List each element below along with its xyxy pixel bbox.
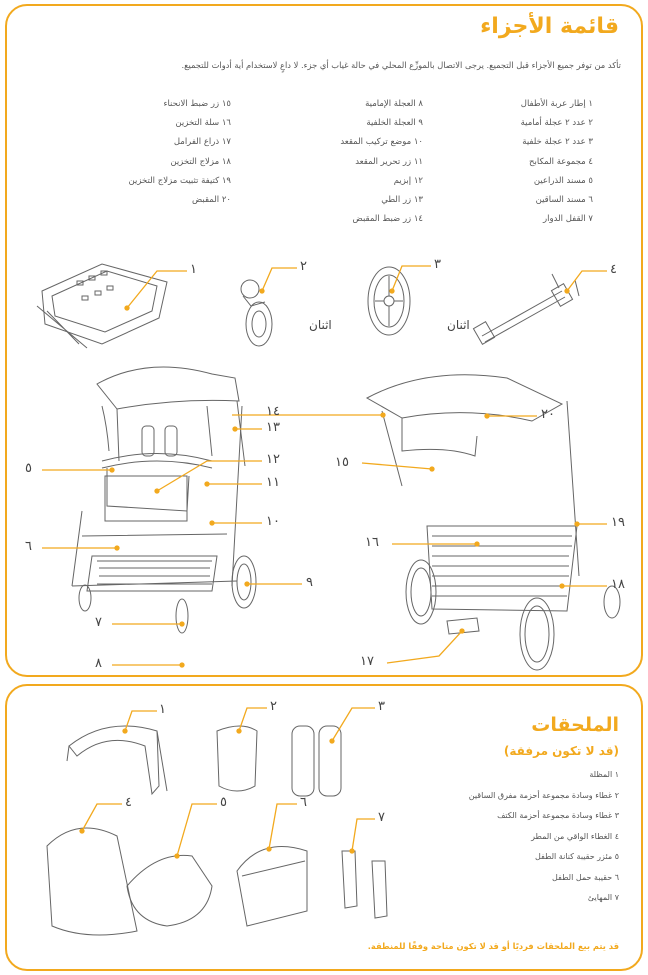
acc-callout-2: ٢ [270, 699, 277, 714]
accessories-subtitle: (قد لا تكون مرفقة) [503, 744, 619, 758]
callout-15: ١٥ [335, 455, 349, 470]
acc-callout-4: ٤ [125, 795, 132, 810]
shoulder-pad-drawing [292, 726, 314, 796]
callout-16: ١٦ [365, 535, 379, 550]
part-item: ١٠ موضع تركيب المقعد [340, 137, 423, 148]
accessory-item: ٧ المهايئ [587, 893, 619, 902]
part-item: ١٦ سلة التخزين [175, 118, 231, 129]
part-item: ١١ زر تحرير المقعد [355, 156, 423, 167]
part-item: ٣ عدد ٢ عجلة خلفية [522, 137, 593, 148]
callout-11: ١١ [266, 475, 280, 490]
callout-5: ٥ [25, 461, 32, 476]
callout-10: ١٠ [266, 514, 280, 529]
part-item: ١٥ زر ضبط الانحناء [163, 99, 231, 109]
adapter-drawing [342, 851, 387, 918]
part-item: ٩ العجلة الخلفية [366, 118, 423, 129]
callout-14: ١٤ [266, 404, 280, 419]
accessory-item: ١ المظلة [589, 770, 619, 779]
stroller-parts-illustration [7, 6, 645, 679]
callout-9: ٩ [306, 575, 313, 590]
part-item: ٢ عدد ٢ عجلة أمامية [520, 118, 593, 129]
accessories-list [399, 770, 619, 914]
accessory-item: ٣ غطاء وسادة مجموعة أحزمة الكتف [497, 811, 619, 820]
callout-20: ٢٠ [541, 407, 555, 422]
parts-list-panel [5, 4, 643, 677]
part-item: ١٢ إبزيم [393, 175, 423, 186]
callout-8: ٨ [95, 656, 102, 671]
callout-18: ١٨ [611, 577, 625, 592]
callout-12: ١٢ [266, 452, 280, 467]
rain-cover-drawing [47, 828, 137, 935]
acc-callout-1: ١ [159, 702, 166, 717]
acc-callout-7: ٧ [378, 810, 385, 825]
brake-bar-drawing [482, 291, 565, 342]
callout-line-2 [262, 268, 297, 291]
part-item: ١٩ كتيفة تثبيت مزلاج التخزين [128, 175, 231, 186]
part-item: ٥ مسند الذراعين [533, 175, 593, 186]
callout-4: ٤ [610, 262, 617, 277]
part-item: ٤ مجموعة المكابح [529, 156, 593, 167]
accessory-item: ٢ غطاء وسادة مجموعة أحزمة مفرق الساقين [468, 790, 619, 800]
callout-line-17 [387, 631, 462, 663]
accessory-item: ٥ مئزر حقيبة كنانة الطفل [534, 852, 619, 861]
acc-callout-6: ٦ [300, 795, 307, 810]
accessory-item: ٤ الغطاء الواقي من المطر [531, 831, 619, 841]
front-wheel-drawing [246, 302, 272, 346]
stroller-front-view-drawing [72, 367, 256, 633]
callout-line-1 [127, 271, 187, 308]
acc-callout-5: ٥ [220, 795, 227, 810]
crotch-pad-drawing [217, 726, 257, 791]
part-item: ١٧ ذراع الفرامل [173, 137, 231, 148]
part-item: ١٨ مزلاج التخزين [170, 156, 231, 167]
stroller-rear-view-drawing [367, 375, 620, 670]
accessories-title: الملحقات [531, 714, 619, 736]
acc-callout-3: ٣ [378, 699, 385, 714]
callout-7: ٧ [95, 615, 102, 630]
accessories-availability-note: قد يتم بيع الملحقات فرديًا أو قد لا تكون متاحة وفقًا للمنطقة. [367, 941, 619, 951]
carrycot-drawing [237, 847, 307, 927]
part-item: ١٣ زر الطي [381, 194, 423, 205]
callout-3: ٣ [434, 257, 441, 272]
folded-frame-drawing [42, 264, 167, 344]
two-wheels-label-front: اثنان [309, 318, 332, 332]
two-wheels-label-rear: اثنان [447, 318, 470, 332]
part-item: ٧ القفل الدوار [543, 214, 593, 225]
part-item: ٦ مسند الساقين [535, 194, 593, 205]
callout-19: ١٩ [611, 515, 625, 530]
part-item: ١ إطار عربة الأطفال [520, 99, 593, 109]
part-item: ٢٠ المقبض [192, 194, 231, 205]
parts-intro-text: تأكد من توفر جميع الأجزاء قبل التجميع. يرجى الاتصال بالموزِّع المحلي في حالة غياب أي جزء. لا داعٍ لاستخدام أية أدوات للتجميع. [181, 60, 621, 70]
callout-17: ١٧ [360, 654, 374, 669]
callout-line-4 [567, 271, 607, 291]
canopy-bar-drawing [69, 726, 159, 794]
callout-6: ٦ [25, 539, 32, 554]
parts-list-title: قائمة الأجزاء [480, 14, 619, 39]
callout-2: ٢ [300, 259, 307, 274]
accessory-item: ٦ حقيبة حمل الطفل [552, 872, 619, 882]
callout-13: ١٣ [266, 420, 280, 435]
callout-1: ١ [190, 262, 197, 277]
part-item: ١٤ زر ضبط المقبض [352, 214, 423, 225]
footmuff-drawing [127, 855, 212, 926]
part-item: ٨ العجلة الإمامية [365, 99, 423, 109]
accessories-panel [5, 684, 643, 971]
